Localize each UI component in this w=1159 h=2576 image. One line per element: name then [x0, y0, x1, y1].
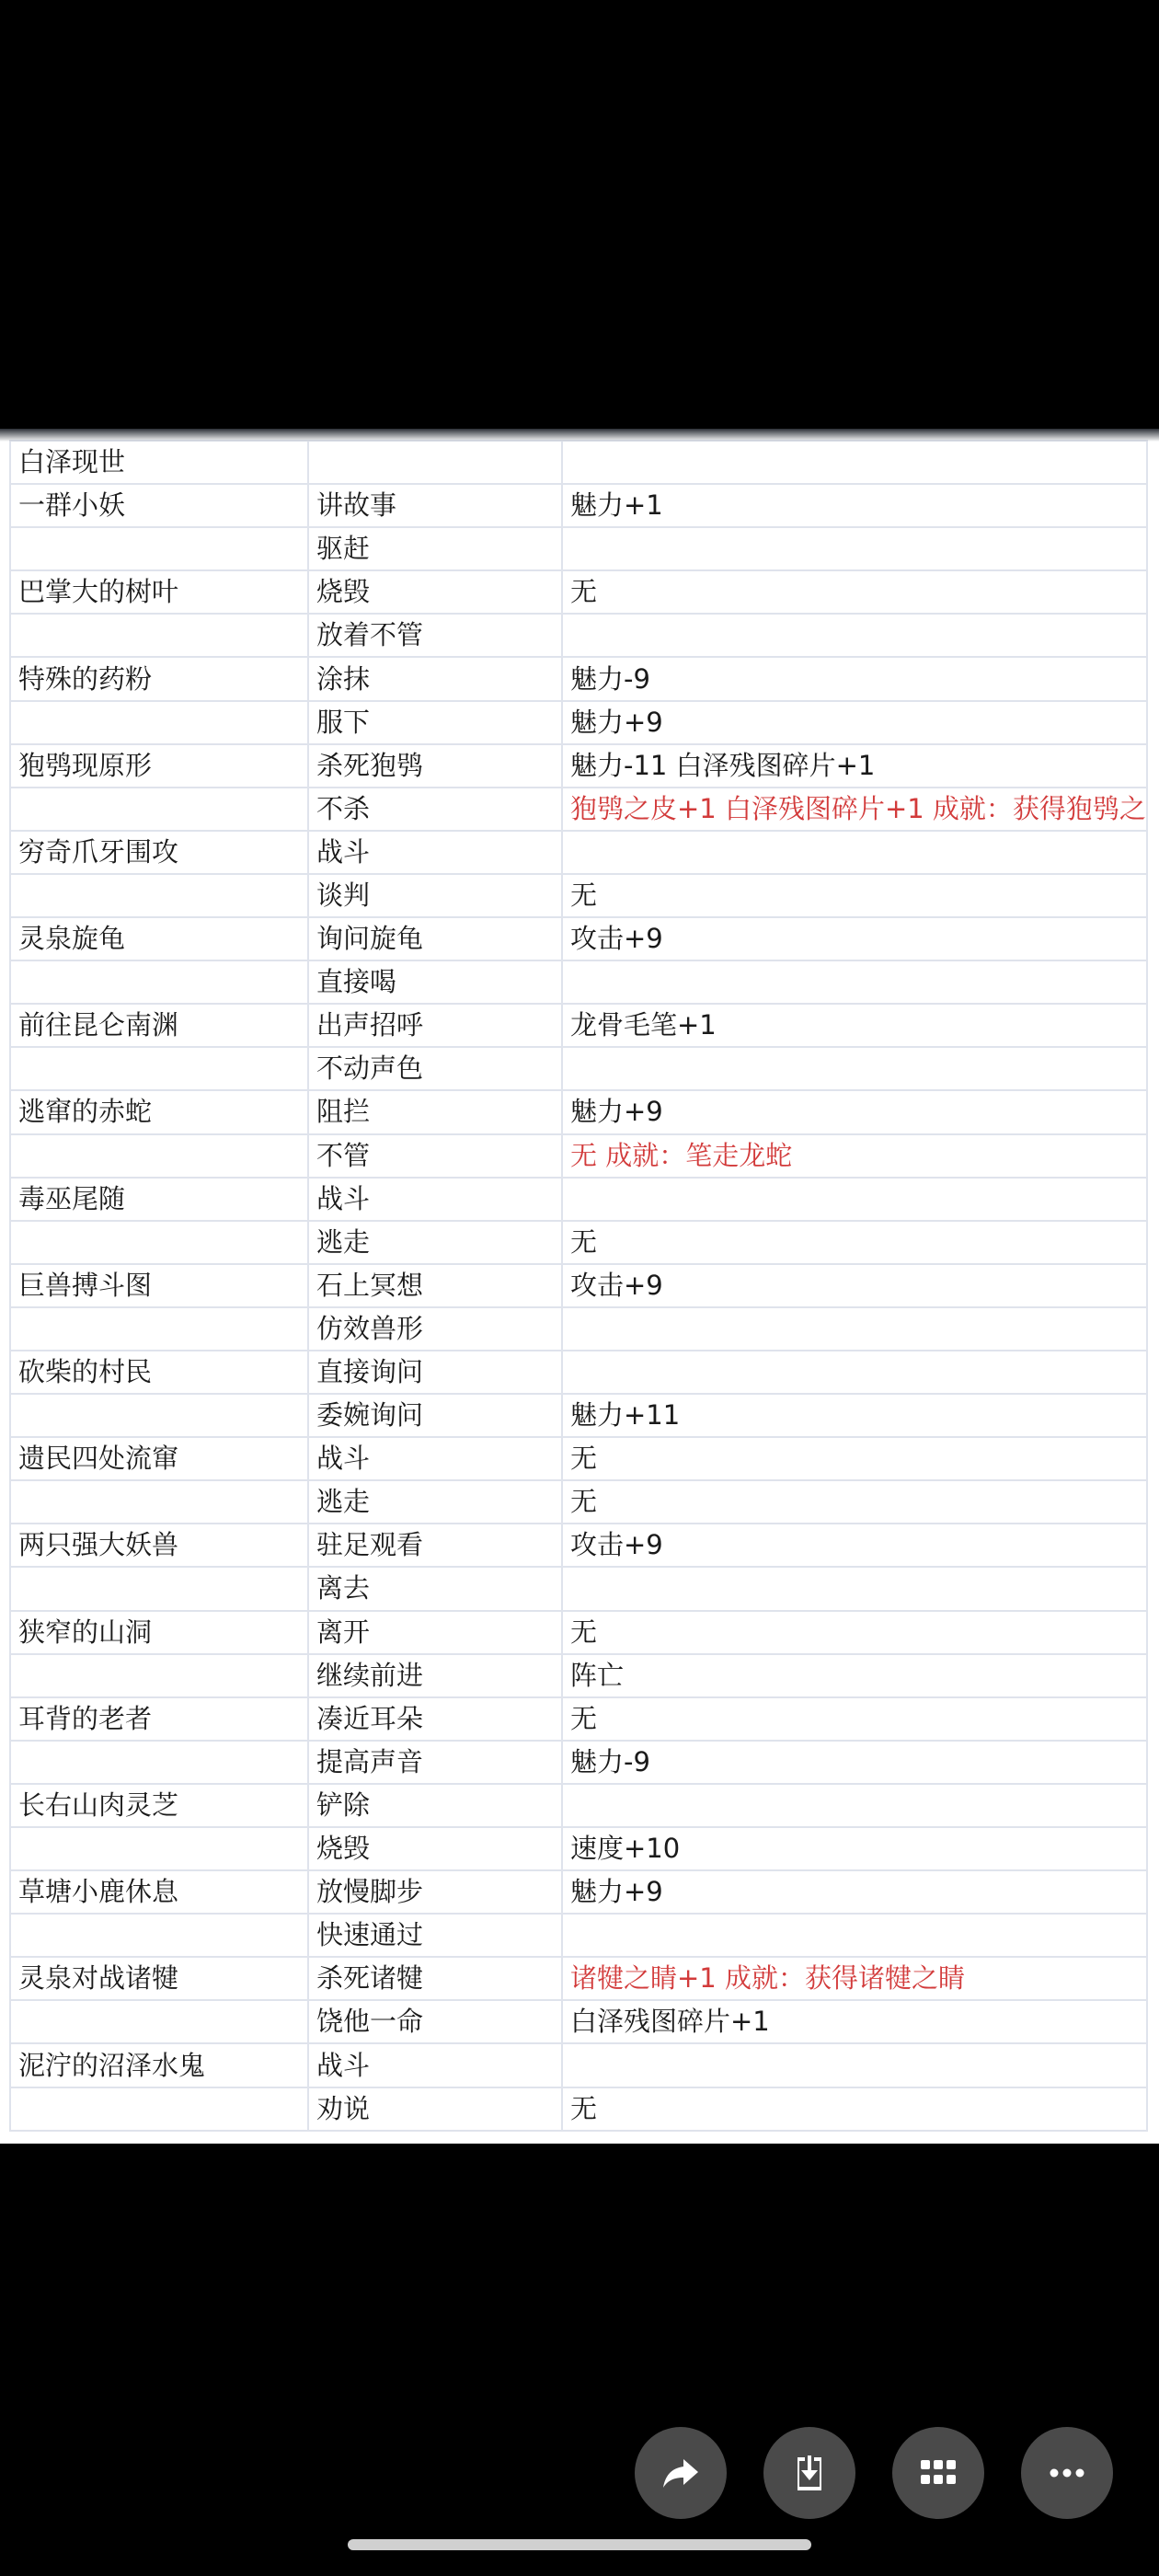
event-cell: [10, 527, 308, 570]
table-row: [10, 1351, 1147, 1394]
bottom-toolbar: [0, 2144, 1159, 2576]
event-cell: [10, 1047, 308, 1090]
event-cell: 巴掌大的树叶: [10, 570, 308, 614]
choice-cell: 石上冥想: [308, 1264, 562, 1307]
event-cell: [10, 1741, 308, 1784]
result-cell: 魅力+9: [562, 701, 1147, 744]
choice-cell: 逃走: [308, 1480, 562, 1524]
event-cell: 砍柴的村民: [10, 1351, 308, 1394]
choice-cell: 仿效兽形: [308, 1307, 562, 1351]
event-cell: [10, 1134, 308, 1178]
result-cell: 阵亡: [562, 1654, 1147, 1697]
event-cell: 狍鸮现原形: [10, 744, 308, 788]
table-row: [10, 1914, 1147, 1957]
table-row: [10, 1480, 1147, 1524]
table-row: [10, 1611, 1147, 1654]
event-cell: [10, 1394, 308, 1437]
result-cell: 无: [562, 1221, 1147, 1264]
table-row: [10, 701, 1147, 744]
event-cell: [10, 2000, 308, 2043]
result-cell: 无 成就：笔走龙蛇: [562, 1134, 1147, 1178]
table-row: [10, 1178, 1147, 1221]
result-cell: 攻击+9: [562, 917, 1147, 960]
result-cell: 魅力-9: [562, 1741, 1147, 1784]
choice-cell: 不杀: [308, 788, 562, 831]
result-cell: 无: [562, 1611, 1147, 1654]
result-cell: [562, 960, 1147, 1004]
table-row: [10, 1697, 1147, 1741]
table-row: [10, 1567, 1147, 1610]
choice-cell: 饶他一命: [308, 2000, 562, 2043]
table-row: [10, 874, 1147, 917]
result-cell: 攻击+9: [562, 1524, 1147, 1567]
event-cell: 穷奇爪牙围攻: [10, 831, 308, 874]
download-icon: [786, 2450, 832, 2496]
table-row: [10, 1394, 1147, 1437]
event-cell: 灵泉对战诸犍: [10, 1957, 308, 2000]
result-cell: 龙骨毛笔+1: [562, 1004, 1147, 1047]
event-cell: 白泽现世: [10, 441, 308, 484]
choice-cell: 继续前进: [308, 1654, 562, 1697]
result-cell: [562, 614, 1147, 657]
event-cell: [10, 1307, 308, 1351]
table-row: [10, 831, 1147, 874]
table-row: [10, 1654, 1147, 1697]
table-row: [10, 1090, 1147, 1133]
table-row: [10, 570, 1147, 614]
table-row: [10, 1827, 1147, 1870]
event-cell: 巨兽搏斗图: [10, 1264, 308, 1307]
event-cell: 一群小妖: [10, 484, 308, 527]
choice-cell: 讲故事: [308, 484, 562, 527]
result-cell: [562, 1307, 1147, 1351]
table-row: [10, 1437, 1147, 1480]
event-cell: 遗民四处流窜: [10, 1437, 308, 1480]
table-row: [10, 1004, 1147, 1047]
choice-cell: 放慢脚步: [308, 1870, 562, 1914]
more-dots-icon: [1044, 2450, 1090, 2496]
result-cell: 无: [562, 874, 1147, 917]
result-cell: [562, 1178, 1147, 1221]
result-cell: [562, 441, 1147, 484]
result-cell: 无: [562, 1437, 1147, 1480]
save-button[interactable]: [763, 2427, 855, 2519]
table-row: [10, 2043, 1147, 2087]
event-cell: 两只强大妖兽: [10, 1524, 308, 1567]
table-row: [10, 917, 1147, 960]
choice-cell: 涂抹: [308, 657, 562, 700]
event-cell: [10, 960, 308, 1004]
choice-cell: 铲除: [308, 1784, 562, 1827]
event-cell: [10, 874, 308, 917]
event-cell: [10, 1827, 308, 1870]
choice-cell: 委婉询问: [308, 1394, 562, 1437]
choice-cell: 谈判: [308, 874, 562, 917]
result-cell: 无: [562, 570, 1147, 614]
event-cell: 泥泞的沼泽水鬼: [10, 2043, 308, 2087]
choice-cell: [308, 441, 562, 484]
event-cell: [10, 1480, 308, 1524]
result-cell: 魅力-9: [562, 657, 1147, 700]
screenshot-image: [0, 429, 1159, 2144]
choice-cell: 不管: [308, 1134, 562, 1178]
table-row: [10, 1221, 1147, 1264]
choice-cell: 烧毁: [308, 1827, 562, 1870]
table-row: [10, 1957, 1147, 2000]
grid-button[interactable]: [892, 2427, 984, 2519]
table-row: [10, 788, 1147, 831]
result-cell: 速度+10: [562, 1827, 1147, 1870]
event-cell: 狭窄的山洞: [10, 1611, 308, 1654]
table-row: [10, 1307, 1147, 1351]
table-row: [10, 1524, 1147, 1567]
result-cell: 魅力+1: [562, 484, 1147, 527]
table-row: [10, 2087, 1147, 2131]
table-row: [10, 1741, 1147, 1784]
grid-icon: [915, 2450, 961, 2496]
result-cell: 魅力+11: [562, 1394, 1147, 1437]
event-cell: [10, 788, 308, 831]
result-cell: 无: [562, 1480, 1147, 1524]
table-row: [10, 960, 1147, 1004]
table-row: [10, 527, 1147, 570]
result-cell: [562, 1567, 1147, 1610]
choice-cell: 提高声音: [308, 1741, 562, 1784]
share-arrow-icon: [658, 2450, 704, 2496]
choice-cell: 战斗: [308, 831, 562, 874]
choice-cell: 不动声色: [308, 1047, 562, 1090]
result-cell: [562, 1351, 1147, 1394]
choice-cell: 直接询问: [308, 1351, 562, 1394]
result-cell: 魅力+9: [562, 1090, 1147, 1133]
choice-cell: 驱赶: [308, 527, 562, 570]
events-table: [9, 440, 1148, 2132]
result-cell: 白泽残图碎片+1: [562, 2000, 1147, 2043]
result-cell: 狍鸮之皮+1 白泽残图碎片+1 成就：获得狍鸮之: [562, 788, 1147, 831]
table-row: [10, 2000, 1147, 2043]
result-cell: 无: [562, 2087, 1147, 2131]
table-row: [10, 657, 1147, 700]
event-cell: [10, 701, 308, 744]
table-row: [10, 744, 1147, 788]
choice-cell: 离开: [308, 1611, 562, 1654]
home-indicator: [348, 2539, 811, 2550]
table-row: [10, 1870, 1147, 1914]
result-cell: [562, 1047, 1147, 1090]
result-cell: [562, 831, 1147, 874]
choice-cell: 放着不管: [308, 614, 562, 657]
more-button[interactable]: [1021, 2427, 1113, 2519]
choice-cell: 出声招呼: [308, 1004, 562, 1047]
table-row: [10, 1047, 1147, 1090]
table-row: [10, 1264, 1147, 1307]
event-cell: [10, 2087, 308, 2131]
image-top-edge: [0, 429, 1159, 442]
event-cell: [10, 614, 308, 657]
choice-cell: 直接喝: [308, 960, 562, 1004]
result-cell: [562, 2043, 1147, 2087]
result-cell: 魅力+9: [562, 1870, 1147, 1914]
result-cell: 无: [562, 1697, 1147, 1741]
choice-cell: 烧毁: [308, 570, 562, 614]
choice-cell: 战斗: [308, 1437, 562, 1480]
events-table-body: [10, 441, 1147, 2131]
choice-cell: 服下: [308, 701, 562, 744]
choice-cell: 阻拦: [308, 1090, 562, 1133]
result-cell: 攻击+9: [562, 1264, 1147, 1307]
event-cell: 耳背的老者: [10, 1697, 308, 1741]
event-cell: 草塘小鹿休息: [10, 1870, 308, 1914]
result-cell: [562, 527, 1147, 570]
choice-cell: 快速通过: [308, 1914, 562, 1957]
choice-cell: 离去: [308, 1567, 562, 1610]
event-cell: 前往昆仑南渊: [10, 1004, 308, 1047]
choice-cell: 凑近耳朵: [308, 1697, 562, 1741]
choice-cell: 询问旋龟: [308, 917, 562, 960]
result-cell: [562, 1784, 1147, 1827]
choice-cell: 战斗: [308, 1178, 562, 1221]
event-cell: 毒巫尾随: [10, 1178, 308, 1221]
event-cell: [10, 1654, 308, 1697]
choice-cell: 逃走: [308, 1221, 562, 1264]
result-cell: 诸犍之睛+1 成就：获得诸犍之睛: [562, 1957, 1147, 2000]
result-cell: 魅力-11 白泽残图碎片+1: [562, 744, 1147, 788]
choice-cell: 杀死狍鸮: [308, 744, 562, 788]
event-cell: 长右山肉灵芝: [10, 1784, 308, 1827]
table-row: [10, 1784, 1147, 1827]
choice-cell: 劝说: [308, 2087, 562, 2131]
result-cell: [562, 1914, 1147, 1957]
event-cell: [10, 1221, 308, 1264]
share-button[interactable]: [635, 2427, 727, 2519]
table-row: [10, 1134, 1147, 1178]
event-cell: 特殊的药粉: [10, 657, 308, 700]
event-cell: 逃窜的赤蛇: [10, 1090, 308, 1133]
choice-cell: 杀死诸犍: [308, 1957, 562, 2000]
table-row: [10, 614, 1147, 657]
table-row: [10, 484, 1147, 527]
event-cell: 灵泉旋龟: [10, 917, 308, 960]
choice-cell: 驻足观看: [308, 1524, 562, 1567]
event-cell: [10, 1914, 308, 1957]
table-row: [10, 441, 1147, 484]
event-cell: [10, 1567, 308, 1610]
choice-cell: 战斗: [308, 2043, 562, 2087]
